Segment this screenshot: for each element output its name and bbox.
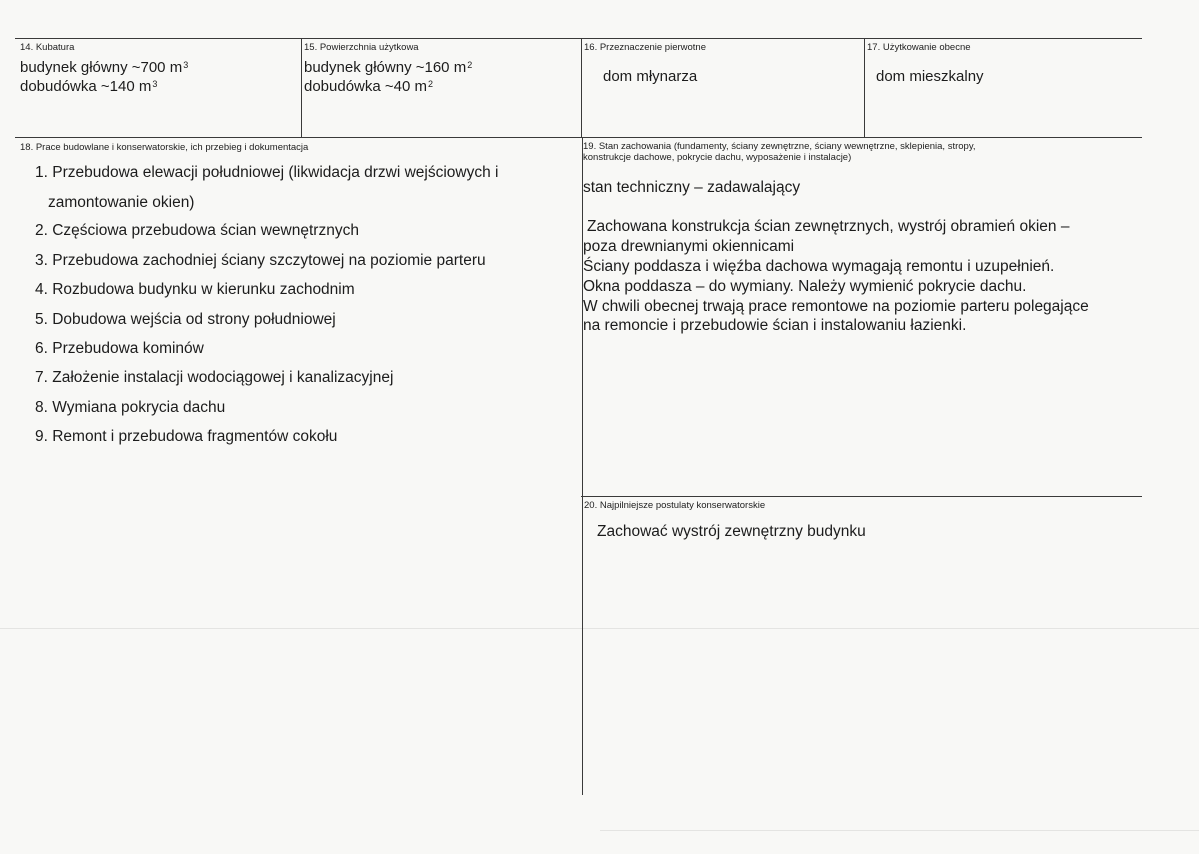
condition-line: na remoncie i przebudowie ścian i instalowaniu łazienki. [583, 317, 967, 334]
condition-line: Ściany poddasza i więźba dachowa wymagają remontu i uzupełnień. [583, 258, 1055, 275]
work-item-5: 5. Dobudowa wejścia od strony południowej [35, 311, 336, 328]
scan-artifact-line [0, 628, 1199, 629]
work-item-1: 1. Przebudowa elewacji południowej (likwidacja drzwi wejściowych i [35, 164, 499, 181]
construction-works-label: 18. Prace budowlane i konserwatorskie, ich przebieg i dokumentacja [20, 142, 309, 153]
col-divider-19 [582, 137, 583, 795]
current-use-label: 17. Użytkowanie obecne [867, 42, 971, 53]
scan-artifact-line [600, 830, 1199, 831]
work-item-7: 7. Założenie instalacji wodociągowej i kanalizacyjnej [35, 369, 394, 386]
usable-area-extension: dobudówka ~40 $m^2$ [304, 78, 434, 95]
work-item-3: 3. Przebudowa zachodniej ściany szczytowej na poziomie parteru [35, 252, 486, 269]
conservation-postulates-label: 20. Najpilniejsze postulaty konserwatorskie [584, 500, 766, 511]
work-item-6: 6. Przebudowa kominów [35, 340, 204, 357]
section-20-divider [581, 496, 1142, 497]
usable-area-label: 15. Powierzchnia użytkowa [304, 42, 419, 53]
work-item-8: 8. Wymiana pokrycia dachu [35, 399, 226, 416]
condition-label-line1: 19. Stan zachowania (fundamenty, ściany zewnętrzne, ściany wewnętrzne, sklepienia, stropy, [583, 141, 976, 152]
col-divider-16 [581, 38, 582, 137]
kubatura-main-building: budynek główny ~700 $m^3$ [20, 59, 189, 76]
condition-label-line2: konstrukcje dachowe, pokrycie dachu, wyposażenie i instalacje) [583, 152, 852, 163]
kubatura-extension: dobudówka ~140 $m^3$ [20, 78, 158, 95]
work-item-9: 9. Remont i przebudowa fragmentów cokołu [35, 428, 338, 445]
original-purpose-label: 16. Przeznaczenie pierwotne [584, 42, 706, 53]
top-border [15, 38, 1142, 39]
conservation-postulates-value: Zachować wystrój zewnętrzny budynku [597, 523, 866, 540]
work-item-2: 2. Częściowa przebudowa ścian wewnętrznych [35, 222, 359, 239]
col-divider-15 [301, 38, 302, 137]
condition-line: Okna poddasza – do wymiany. Należy wymienić pokrycie dachu. [583, 278, 1027, 295]
work-item-4: 4. Rozbudowa budynku w kierunku zachodnim [35, 281, 355, 298]
col-divider-17 [864, 38, 865, 137]
condition-line: Zachowana konstrukcja ścian zewnętrznych, wystrój obramień okien – [587, 218, 1070, 235]
condition-status: stan techniczny – zadawalający [583, 179, 801, 196]
work-item-1-cont: zamontowanie okien) [48, 194, 195, 211]
current-use-value: dom mieszkalny [876, 68, 984, 85]
row-divider [15, 137, 1142, 138]
usable-area-main-building: budynek główny ~160 $m^2$ [304, 59, 473, 76]
condition-line: poza drewnianymi okiennicami [583, 238, 795, 255]
original-purpose-value: dom młynarza [603, 68, 698, 85]
condition-line: W chwili obecnej trwają prace remontowe na poziomie parteru polegające [583, 298, 1089, 315]
kubatura-label: 14. Kubatura [20, 42, 75, 53]
